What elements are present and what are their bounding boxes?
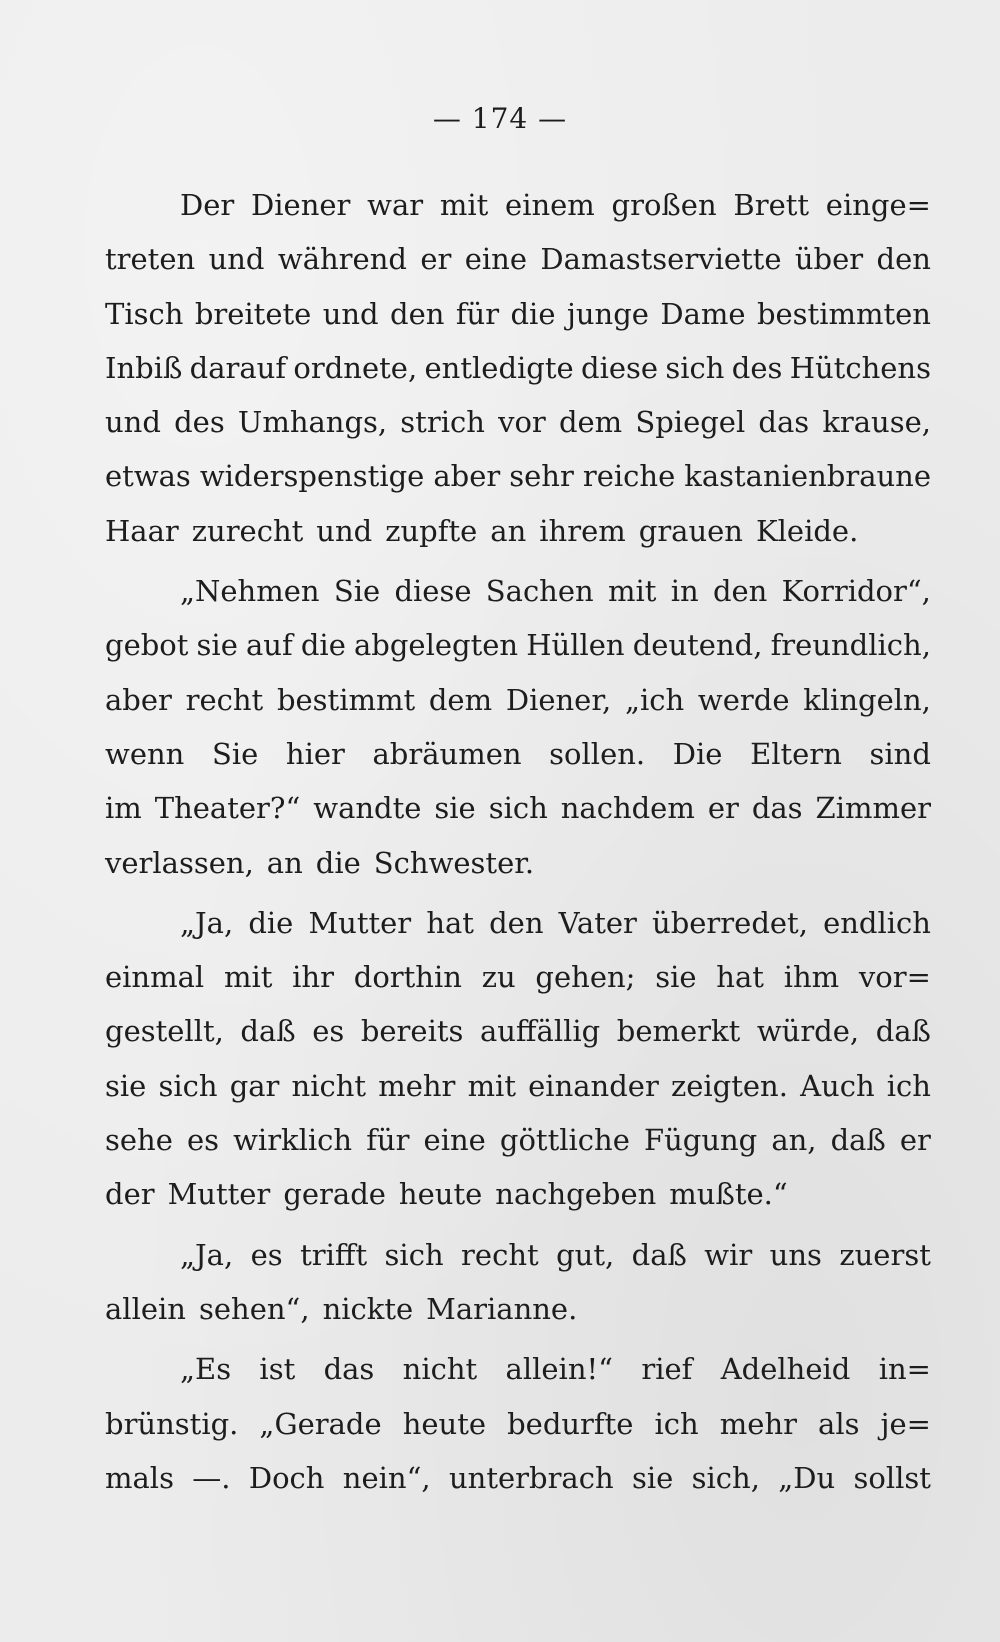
word: ihrem — [539, 513, 626, 548]
word: Sachen — [485, 574, 594, 609]
word: sind — [869, 736, 931, 771]
word: deutend, — [632, 628, 763, 663]
word: mit — [223, 960, 273, 995]
word: die — [315, 845, 361, 880]
text-line — [105, 1282, 931, 1336]
word: recht — [185, 682, 264, 717]
word: daß — [875, 1014, 931, 1049]
word: überredet, — [652, 905, 808, 940]
word: Diener — [251, 188, 351, 222]
word: allein!“ — [505, 1352, 613, 1387]
word: junge — [566, 296, 649, 331]
word: daß — [631, 1237, 687, 1272]
word: mußte.“ — [669, 1177, 788, 1212]
word: Dame — [660, 296, 746, 331]
text-line — [105, 673, 931, 727]
word: ich — [886, 1068, 931, 1103]
word: abräumen — [372, 736, 522, 771]
word: ordnete, — [293, 350, 418, 385]
word: Spiegel — [635, 405, 746, 440]
word: es — [312, 1014, 345, 1049]
word: Vater — [558, 905, 637, 940]
word: war — [367, 188, 424, 222]
word: Haar — [105, 513, 179, 548]
word: Auch — [800, 1068, 875, 1103]
word: gestellt, — [105, 1014, 224, 1049]
word: sich — [488, 791, 548, 826]
word: zuerst — [839, 1237, 931, 1272]
word: entledigte — [424, 350, 574, 385]
word: an — [490, 513, 527, 548]
word: bestimmten — [756, 296, 931, 331]
word: etwas — [105, 459, 191, 494]
word: während — [277, 242, 407, 277]
word: „Es — [180, 1352, 232, 1387]
word: des — [174, 405, 225, 440]
word: nachgeben — [495, 1177, 657, 1212]
word: an, — [771, 1123, 817, 1158]
word: das — [758, 405, 810, 440]
word: Theater?“ — [154, 791, 301, 826]
word: aber — [433, 459, 501, 494]
word: Fügung — [643, 1123, 758, 1158]
word: strich — [400, 405, 485, 440]
word: Mutter — [167, 1177, 271, 1212]
text-line — [105, 1004, 931, 1058]
word: endlich — [823, 905, 931, 940]
word: unterbrach — [448, 1460, 614, 1495]
word: ich — [654, 1406, 699, 1441]
word: nicht — [402, 1352, 478, 1387]
word: auffällig — [479, 1014, 601, 1049]
word: „Du — [778, 1460, 836, 1495]
word: breitete — [194, 296, 312, 331]
word: Die — [672, 736, 723, 771]
word: zurecht — [191, 513, 304, 548]
text-line — [105, 504, 931, 558]
word: kastanienbraune — [684, 459, 931, 494]
word: sie — [434, 791, 476, 826]
word: mals — [105, 1460, 174, 1495]
word: zupfte — [385, 513, 478, 548]
word: treten — [105, 242, 196, 277]
word: mehr — [719, 1406, 797, 1441]
word: ihm — [783, 960, 840, 995]
word: Eltern — [750, 736, 842, 771]
word: aber — [105, 682, 172, 717]
text-line — [105, 1167, 931, 1221]
text-line — [105, 287, 931, 341]
text-line — [105, 1451, 931, 1505]
word: Diener, — [505, 682, 612, 717]
paragraph — [105, 564, 931, 890]
word: sehe — [105, 1123, 173, 1158]
word: und — [316, 513, 373, 548]
word: sollst — [853, 1460, 931, 1495]
word: mehr — [378, 1068, 456, 1103]
word: und — [105, 405, 161, 440]
word: sich — [665, 350, 725, 385]
word: recht — [461, 1237, 539, 1272]
word: hier — [285, 736, 345, 771]
word: dem — [558, 405, 623, 440]
word: eine — [423, 1123, 486, 1158]
text-line — [105, 896, 931, 950]
word: ist — [259, 1352, 296, 1387]
word: vor — [498, 405, 546, 440]
word: sie — [631, 1460, 674, 1495]
word: Mutter — [308, 905, 412, 940]
word: in= — [878, 1352, 931, 1387]
word: Sie — [333, 574, 381, 609]
word: trifft — [300, 1237, 368, 1272]
word: bereits — [360, 1014, 464, 1049]
word: krause, — [822, 405, 931, 440]
word: gebot — [105, 628, 189, 663]
word: Umhangs, — [237, 405, 388, 440]
word: Hütchens — [789, 350, 931, 385]
text-line — [105, 395, 931, 449]
word: gehen; — [535, 960, 636, 995]
word: klingeln, — [803, 682, 931, 717]
text-line — [105, 1397, 931, 1451]
text-line — [105, 341, 931, 395]
word: sehen“, — [198, 1291, 310, 1326]
word: sie — [655, 960, 697, 995]
word: dorthin — [353, 960, 462, 995]
word: diese — [581, 350, 659, 385]
word: es — [250, 1237, 283, 1272]
word: Schwester. — [373, 845, 535, 880]
word: mit — [439, 188, 489, 222]
word: wir — [704, 1237, 753, 1272]
word: hat — [426, 905, 474, 940]
word: darauf — [189, 350, 287, 385]
word: eine — [464, 242, 528, 277]
word: allein — [105, 1291, 186, 1326]
word: Adelheid — [720, 1352, 851, 1387]
word: Doch — [248, 1460, 325, 1495]
word: widerspenstige — [199, 459, 425, 494]
word: hat — [716, 960, 764, 995]
word: Brett — [733, 188, 810, 222]
word: sich — [158, 1068, 218, 1103]
word: für — [366, 1123, 410, 1158]
text-body — [105, 178, 931, 1511]
word: den — [876, 242, 931, 277]
text-line — [105, 618, 931, 672]
text-line — [105, 836, 931, 890]
word: das — [751, 791, 803, 826]
word: reiche — [582, 459, 676, 494]
word: nickte — [322, 1291, 414, 1326]
word: „ich — [624, 682, 685, 717]
word: Hüllen — [526, 628, 625, 663]
word: es — [186, 1123, 220, 1158]
word: einander — [528, 1068, 659, 1103]
text-line — [105, 178, 931, 232]
word: gut, — [556, 1237, 615, 1272]
text-line — [105, 1228, 931, 1282]
word: den — [712, 574, 768, 609]
word: mit — [607, 574, 657, 609]
word: „Gerade — [259, 1406, 382, 1441]
word: bemerkt — [616, 1014, 741, 1049]
word: gar — [229, 1068, 280, 1103]
paragraph — [105, 1228, 931, 1337]
word: das — [323, 1352, 375, 1387]
paragraph — [105, 1342, 931, 1505]
word: heute — [398, 1177, 483, 1212]
word: freundlich, — [770, 628, 931, 663]
paragraph — [105, 896, 931, 1222]
word: nein“, — [342, 1460, 431, 1495]
word: wenn — [105, 736, 185, 771]
word: sollen. — [549, 736, 646, 771]
word: Tisch — [105, 296, 184, 331]
word: brünstig. — [105, 1406, 239, 1441]
word: werde — [697, 682, 790, 717]
word: einmal — [105, 960, 205, 995]
word: zeigten. — [670, 1068, 788, 1103]
word: er — [899, 1123, 931, 1158]
word: für — [455, 296, 500, 331]
word: sich — [384, 1237, 444, 1272]
word: die — [300, 628, 346, 663]
word: gerade — [283, 1177, 386, 1212]
page-number: — 174 — — [432, 102, 568, 135]
word: er — [420, 242, 452, 277]
word: dem — [428, 682, 493, 717]
word: abgelegten — [354, 628, 519, 663]
word: grauen — [638, 513, 743, 548]
word: diese — [394, 574, 472, 609]
word: wirklich — [233, 1123, 353, 1158]
word: Damastserviette — [540, 242, 782, 277]
word: den — [489, 905, 544, 940]
text-line — [105, 449, 931, 503]
word: zu — [481, 960, 516, 995]
word: Sie — [211, 736, 259, 771]
word: je= — [880, 1406, 931, 1441]
word: und — [208, 242, 265, 277]
word: heute — [402, 1406, 487, 1441]
word: die — [510, 296, 556, 331]
word: einem — [505, 188, 595, 222]
word: rief — [641, 1352, 693, 1387]
text-line — [105, 1059, 931, 1113]
word: sie — [196, 628, 238, 663]
word: daß — [830, 1123, 886, 1158]
word: „Nehmen — [180, 574, 320, 609]
text-line — [105, 232, 931, 286]
word: bedurfte — [507, 1406, 634, 1441]
text-line — [105, 781, 931, 835]
word: —. — [192, 1460, 231, 1495]
word: der — [105, 1177, 155, 1212]
text-line — [105, 950, 931, 1004]
word: sehr — [509, 459, 574, 494]
word: an — [266, 845, 303, 880]
word: einge= — [825, 188, 931, 222]
word: des — [731, 350, 783, 385]
text-line — [105, 1113, 931, 1167]
word: nicht — [291, 1068, 367, 1103]
word: ihr — [292, 960, 334, 995]
word: Kleide. — [755, 513, 859, 548]
word: würde, — [756, 1014, 860, 1049]
word: in — [670, 574, 699, 609]
word: sie — [105, 1068, 147, 1103]
word: göttliche — [499, 1123, 630, 1158]
word: Marianne. — [426, 1291, 578, 1326]
word: daß — [240, 1014, 296, 1049]
word: Der — [180, 188, 235, 222]
word: bestimmt — [276, 682, 416, 717]
paragraph — [105, 178, 931, 558]
word: wandte — [313, 791, 422, 826]
word: Inbiß — [105, 350, 183, 385]
word: im — [105, 791, 142, 826]
word: vor= — [858, 960, 931, 995]
word: über — [794, 242, 864, 277]
word: er — [707, 791, 739, 826]
word: Zimmer — [815, 791, 931, 826]
text-line — [105, 564, 931, 618]
word: mit — [467, 1068, 516, 1103]
word: auf — [246, 628, 293, 663]
word: die — [248, 905, 294, 940]
text-line — [105, 727, 931, 781]
word: verlassen, — [105, 845, 254, 880]
word: Korridor“, — [781, 574, 931, 609]
word: sich, — [691, 1460, 760, 1495]
word: nachdem — [560, 791, 695, 826]
word: uns — [769, 1237, 822, 1272]
word: „Ja, — [180, 1237, 234, 1272]
word: großen — [611, 188, 717, 222]
word: als — [818, 1406, 860, 1441]
word: den — [390, 296, 445, 331]
word: und — [322, 296, 379, 331]
text-line — [105, 1342, 931, 1396]
word: „Ja, — [180, 905, 234, 940]
